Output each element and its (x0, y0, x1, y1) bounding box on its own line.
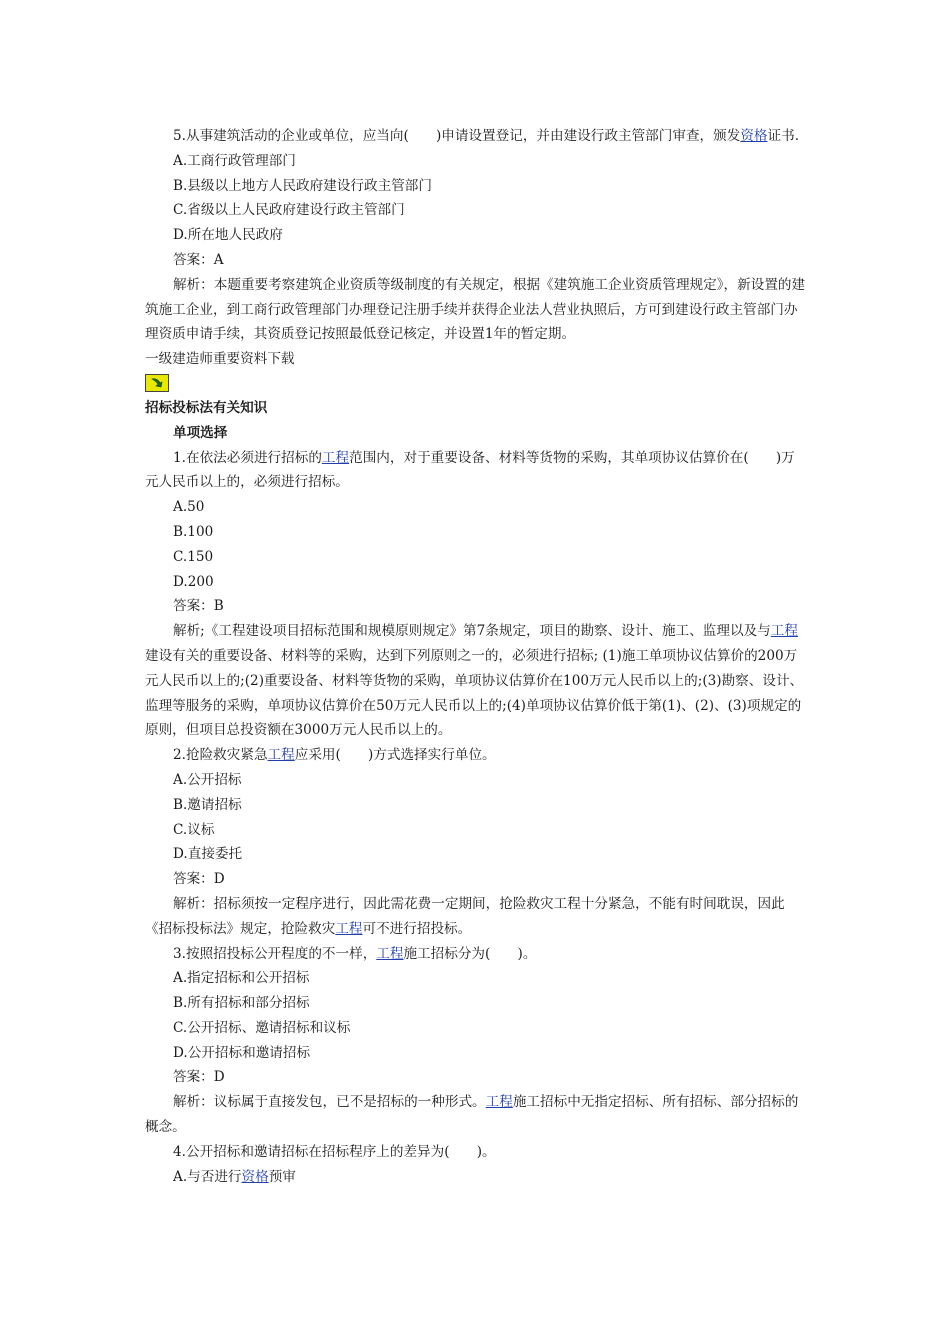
analysis: 解析;《工程建设项目招标范围和规模原则规定》第7条规定，项目的勘察、设计、施工、监理以及与工程建设有关的重要设备、材料等的采购，达到下列原则之一的，必须进行招标; (1)施工单项协议估算价的200万元人民币以上的;(2)重要设备、材料等货物的采购，单项协议估算价在100万元人民币以上的;(3)勘察、设计、监理等服务的采购，单项协议估算价在50万元人民币以上的;(4)单项协议估算价低于第(1)、(2)、(3)项规定的原则，但项目总投资额在3000万元人民币以上的。 (145, 623, 804, 739)
download-arrow-icon[interactable] (145, 374, 169, 392)
option-c: C.议标 (173, 821, 215, 838)
link-gongcheng[interactable]: 工程 (321, 449, 350, 466)
link-zige[interactable]: 资格 (740, 128, 768, 144)
option-b: B.100 (173, 523, 214, 540)
section-title: 招标投标法有关知识 (145, 399, 268, 416)
document-page (145, 124, 807, 1189)
link-gongcheng[interactable]: 工程 (335, 920, 363, 937)
option-c: C.公开招标、邀请招标和议标 (173, 1019, 351, 1036)
answer: 答案：D (173, 1069, 225, 1086)
answer: 答案：B (173, 598, 224, 615)
link-gongcheng[interactable]: 工程 (376, 945, 404, 962)
link-gongcheng[interactable]: 工程 (485, 1094, 513, 1111)
question-4: 4.公开招标和邀请招标在招标程序上的差异为( )。 (173, 1143, 496, 1160)
answer: 答案：A (173, 251, 224, 268)
option-d: D.直接委托 (173, 846, 243, 863)
option-a: A.50 (173, 499, 205, 516)
option-d: D.所在地人民政府 (173, 227, 283, 244)
option-a: A.与否进行资格预审 (173, 1168, 296, 1185)
question-2: 2.抢险救灾紧急工程应采用( )方式选择实行单位。 (173, 747, 496, 764)
option-a: A.指定招标和公开招标 (173, 970, 310, 987)
question-5: 5.从事建筑活动的企业或单位，应当向( )申请设置登记，并由建设行政主管部门审查，颁发资格证书. (173, 128, 800, 144)
option-a: A.工商行政管理部门 (173, 152, 296, 169)
option-c: C.150 (173, 548, 214, 565)
analysis: 解析：本题重要考察建筑企业资质等级制度的有关规定，根据《建筑施工企业资质管理规定》，新设置的建筑施工企业，到工商行政管理部门办理登记注册手续并获得企业法人营业执照后，方可到建设行政主管部门办理资质申请手续，其资质登记按照最低登记核定，并设置1年的暂定期。 (145, 276, 806, 343)
link-gongcheng[interactable]: 工程 (267, 747, 295, 764)
link-gongcheng[interactable]: 工程 (770, 623, 798, 640)
option-b: B.邀请招标 (173, 796, 242, 813)
link-zige[interactable]: 资格 (241, 1168, 269, 1185)
download-text: 一级建造师重要资料下载 (145, 351, 295, 368)
question-1: 1.在依法必须进行招标的工程范围内，对于重要设备、材料等货物的采购，其单项协议估算价在( )万元人民币以上的，必须进行招标。 (145, 449, 795, 491)
option-a: A.公开招标 (173, 771, 242, 788)
analysis: 解析：招标须按一定程序进行，因此需花费一定期间，抢险救灾工程十分紧急，不能有时间耽误，因此《招标投标法》规定，抢险救灾工程可不进行招投标。 (145, 895, 785, 937)
analysis: 解析：议标属于直接发包，已不是招标的一种形式。工程施工招标中无指定招标、所有招标、部分招标的概念。 (145, 1094, 799, 1136)
option-d: D.200 (173, 573, 214, 590)
option-b: B.县级以上地方人民政府建设行政主管部门 (173, 177, 432, 194)
question-3: 3.按照招投标公开程度的不一样，工程施工招标分为( )。 (173, 945, 537, 962)
answer: 答案：D (173, 871, 225, 888)
option-b: B.所有招标和部分招标 (173, 995, 310, 1012)
option-c: C.省级以上人民政府建设行政主管部门 (173, 202, 405, 219)
option-d: D.公开招标和邀请招标 (173, 1044, 311, 1061)
section-subtitle: 单项选择 (173, 424, 228, 441)
